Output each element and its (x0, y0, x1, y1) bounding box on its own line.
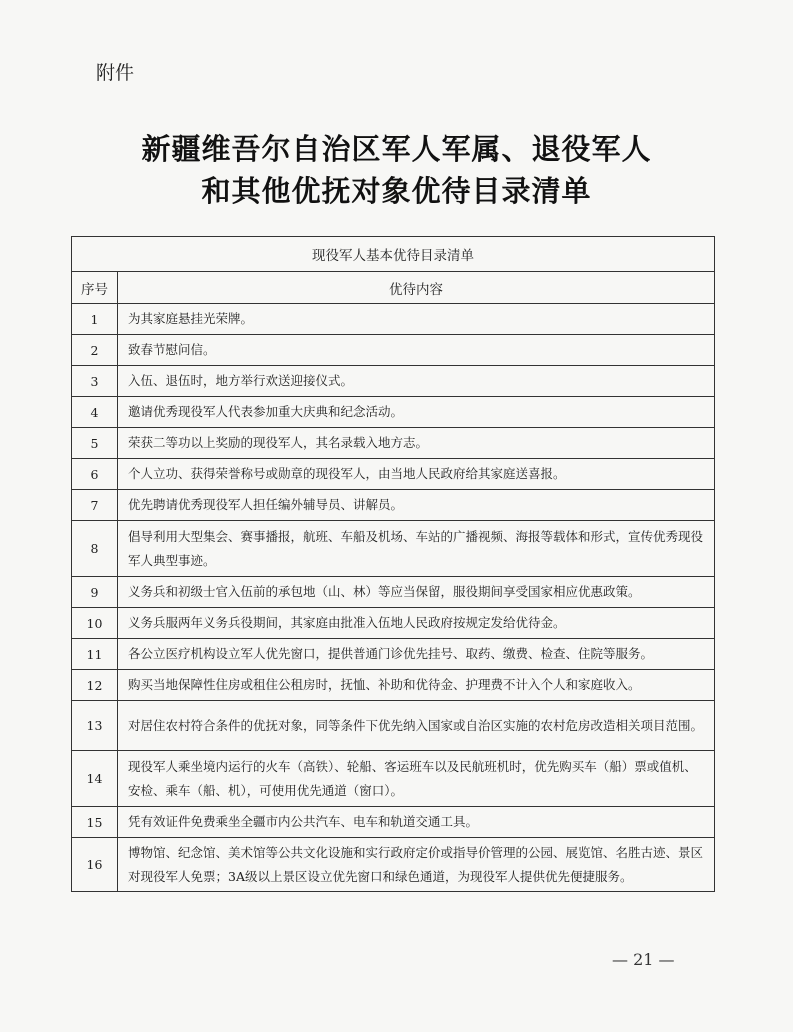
table-row (72, 335, 715, 366)
row-content: 个人立功、获得荣誉称号或勋章的现役军人，由当地人民政府给其家庭送喜报。 (118, 459, 715, 490)
table-row (72, 366, 715, 397)
row-content: 博物馆、纪念馆、美术馆等公共文化设施和实行政府定价或指导价管理的公园、展览馆、名胜古迹、景区对现役军人免票；3A级以上景区设立优先窗口和绿色通道，为现役军人提供优先便捷服务。 (118, 838, 715, 892)
row-content: 现役军人乘坐境内运行的火车（高铁）、轮船、客运班车以及民航班机时，优先购买车（船）票或值机、安检、乘车（船、机），可使用优先通道（窗口）。 (118, 751, 715, 807)
row-content: 荣获二等功以上奖励的现役军人，其名录载入地方志。 (118, 428, 715, 459)
row-content: 对居住农村符合条件的优抚对象，同等条件下优先纳入国家或自治区实施的农村危房改造相关项目范围。 (118, 701, 715, 751)
row-number: 1 (72, 304, 118, 335)
title-line-1: 新疆维吾尔自治区军人军属、退役军人 (141, 132, 652, 166)
table-row (72, 521, 715, 577)
row-number: 2 (72, 335, 118, 366)
row-number: 9 (72, 577, 118, 608)
table-row (72, 577, 715, 608)
row-content: 倡导利用大型集会、赛事播报，航班、车船及机场、车站的广播视频、海报等载体和形式，宣传优秀现役军人典型事迹。 (118, 521, 715, 577)
row-content: 义务兵和初级士官入伍前的承包地（山、林）等应当保留，服役期间享受国家相应优惠政策。 (118, 577, 715, 608)
row-number: 13 (72, 701, 118, 751)
table-row (72, 490, 715, 521)
table-row (72, 304, 715, 335)
table-row (72, 807, 715, 838)
table-row (72, 459, 715, 490)
table-caption: 现役军人基本优待目录清单 (72, 237, 715, 272)
row-content: 购买当地保障性住房或租住公租房时，抚恤、补助和优待金、护理费不计入个人和家庭收入。 (118, 670, 715, 701)
table-row (72, 397, 715, 428)
page-number: — 21 — (612, 950, 675, 969)
row-number: 7 (72, 490, 118, 521)
document-title (0, 128, 793, 212)
row-content: 优先聘请优秀现役军人担任编外辅导员、讲解员。 (118, 490, 715, 521)
row-number: 5 (72, 428, 118, 459)
attachment-label: 附件 (96, 62, 135, 84)
row-content: 致春节慰问信。 (118, 335, 715, 366)
title-line-2: 和其他优抚对象优待目录清单 (201, 174, 592, 208)
row-number: 3 (72, 366, 118, 397)
row-number: 8 (72, 521, 118, 577)
table-row (72, 751, 715, 807)
row-number: 11 (72, 639, 118, 670)
row-content: 凭有效证件免费乘坐全疆市内公共汽车、电车和轨道交通工具。 (118, 807, 715, 838)
row-content: 为其家庭悬挂光荣牌。 (118, 304, 715, 335)
row-number: 10 (72, 608, 118, 639)
benefits-table (71, 236, 715, 892)
row-content: 邀请优秀现役军人代表参加重大庆典和纪念活动。 (118, 397, 715, 428)
table-row (72, 701, 715, 751)
table-row (72, 838, 715, 892)
header-seq: 序号 (72, 272, 118, 304)
row-content: 义务兵服两年义务兵役期间，其家庭由批准入伍地人民政府按规定发给优待金。 (118, 608, 715, 639)
row-number: 16 (72, 838, 118, 892)
table-row (72, 639, 715, 670)
table-row (72, 608, 715, 639)
table-row (72, 670, 715, 701)
table-row (72, 428, 715, 459)
row-number: 6 (72, 459, 118, 490)
row-number: 15 (72, 807, 118, 838)
header-content: 优待内容 (118, 272, 715, 304)
row-number: 12 (72, 670, 118, 701)
row-number: 4 (72, 397, 118, 428)
row-content: 入伍、退伍时，地方举行欢送迎接仪式。 (118, 366, 715, 397)
row-number: 14 (72, 751, 118, 807)
row-content: 各公立医疗机构设立军人优先窗口，提供普通门诊优先挂号、取药、缴费、检查、住院等服务。 (118, 639, 715, 670)
